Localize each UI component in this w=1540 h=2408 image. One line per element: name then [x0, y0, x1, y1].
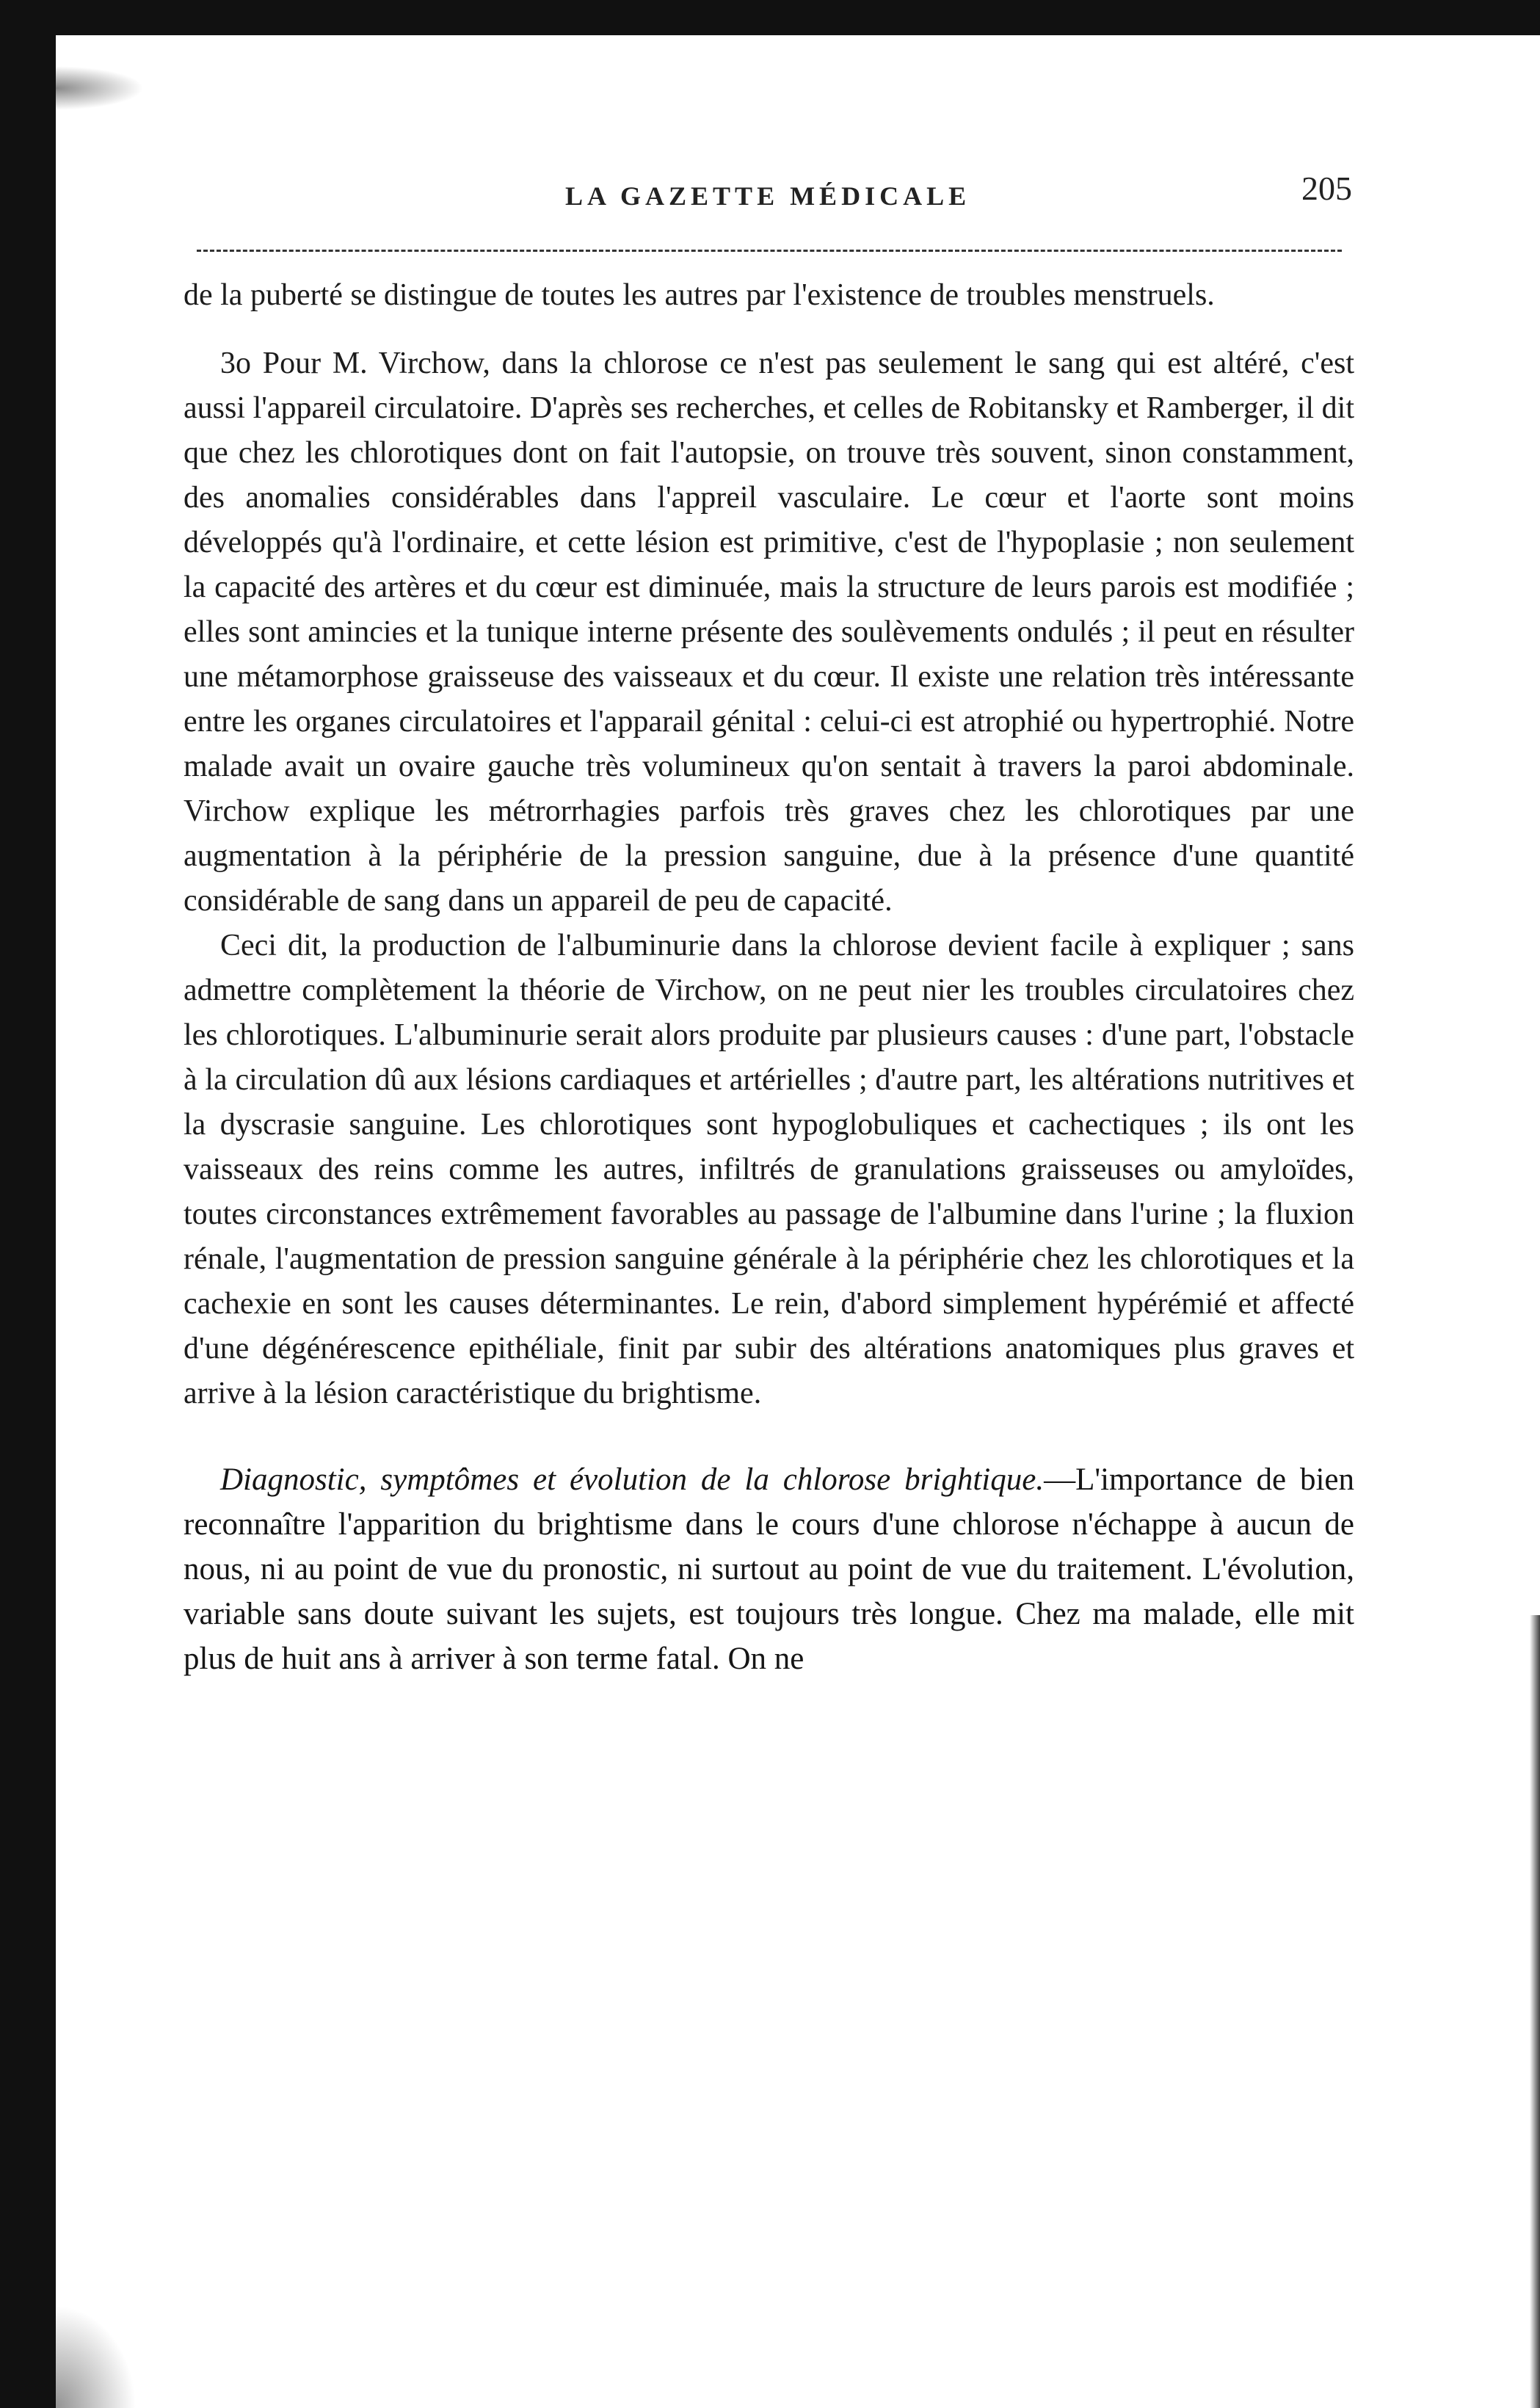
header-rule	[197, 250, 1342, 252]
section-paragraph	[184, 1457, 1354, 1681]
page-header	[184, 170, 1352, 225]
section-heading: Diagnostic, symptômes et évolution de la chlorose brightique.	[220, 1462, 1045, 1497]
running-title: LA GAZETTE MÉDICALE	[565, 181, 971, 211]
section-text: —L'importance de bien reconnaître l'apparition du brightisme dans le cours d'une chlorose n'échappe à aucun de nous, ni au point de vue du pronostic, ni surtout au point de vue du traitement. L'évolution, variable sans doute suivant les sujets, est toujours très longue. Chez ma malade, elle mit plus de huit ans à arriver à son terme fatal. On ne	[184, 1462, 1354, 1676]
paragraph: 3o Pour M. Virchow, dans la chlorose ce n'est pas seulement le sang qui est altéré, c'est aussi l'appareil circulatoire. D'après ses recherches, et celles de Robitansky et Ramberger, il dit que chez les chlorotiques dont on fait l'autopsie, on trouve très souvent, sinon constamment, des anomalies considérables dans l'appreil vasculaire. Le cœur et l'aorte sont moins développés qu'à l'ordinaire, et cette lésion est primitive, c'est de l'hypoplasie ; non seulement la capacité des artères et du cœur est diminuée, mais la structure de leurs parois est modifiée ; elles sont amincies et la tunique interne présente des soulèvements ondulés ; il peut en résulter une métamorphose graisseuse des vaisseaux et du cœur. Il existe une relation très intéressante entre les organes circulatoires et l'apparail génital : celui-ci est atrophié ou hypertrophié. Notre malade avait un ovaire gauche très volumineux qu'on sentait à travers la paroi abdominale. Virchow explique les métrorrhagies parfois très graves chez les chlorotiques par une augmentation à la périphérie de la pression sanguine, due à la présence d'une quantité considérable de sang dans un appareil de peu de capacité.	[184, 347, 1354, 918]
paragraph: Ceci dit, la production de l'albuminurie dans la chlorose devient facile à expliquer ; sans admettre complètement la théorie de Virchow, on ne peut nier les troubles circulatoires chez les chlorotiques. L'albuminurie serait alors produite par plusieurs causes : d'une part, l'obstacle à la circulation dû aux lésions cardiaques et artérielles ; d'autre part, les altérations nutritives et la dyscrasie sanguine. Les chlorotiques sont hypoglobuliques et cachectiques ; ils ont les vaisseaux des reins comme les autres, infiltrés de granulations graisseuses ou amyloïdes, toutes circonstances extrêmement favorables au passage de l'albumine dans l'urine ; la fluxion rénale, l'augmentation de pression sanguine générale à la périphérie chez les chlorotiques et la cachexie en sont les causes déterminantes. Le rein, d'abord simplement hypérémié et affecté d'une dégénérescence epithéliale, finit par subir des altérations anatomiques plus graves et arrive à la lésion caractéristique du brightisme.	[184, 929, 1354, 1410]
article-body	[184, 273, 1354, 1681]
scan-smudge-bottom	[56, 2305, 137, 2408]
scan-left-border	[0, 0, 56, 2408]
scan-right-edge	[1530, 1615, 1540, 2408]
scan-top-border	[0, 0, 1540, 35]
paragraph: de la puberté se distingue de toutes les autres par l'existence de troubles menstruels.	[184, 278, 1215, 312]
scan-smudge	[56, 66, 144, 110]
page-number: 205	[1301, 170, 1352, 207]
